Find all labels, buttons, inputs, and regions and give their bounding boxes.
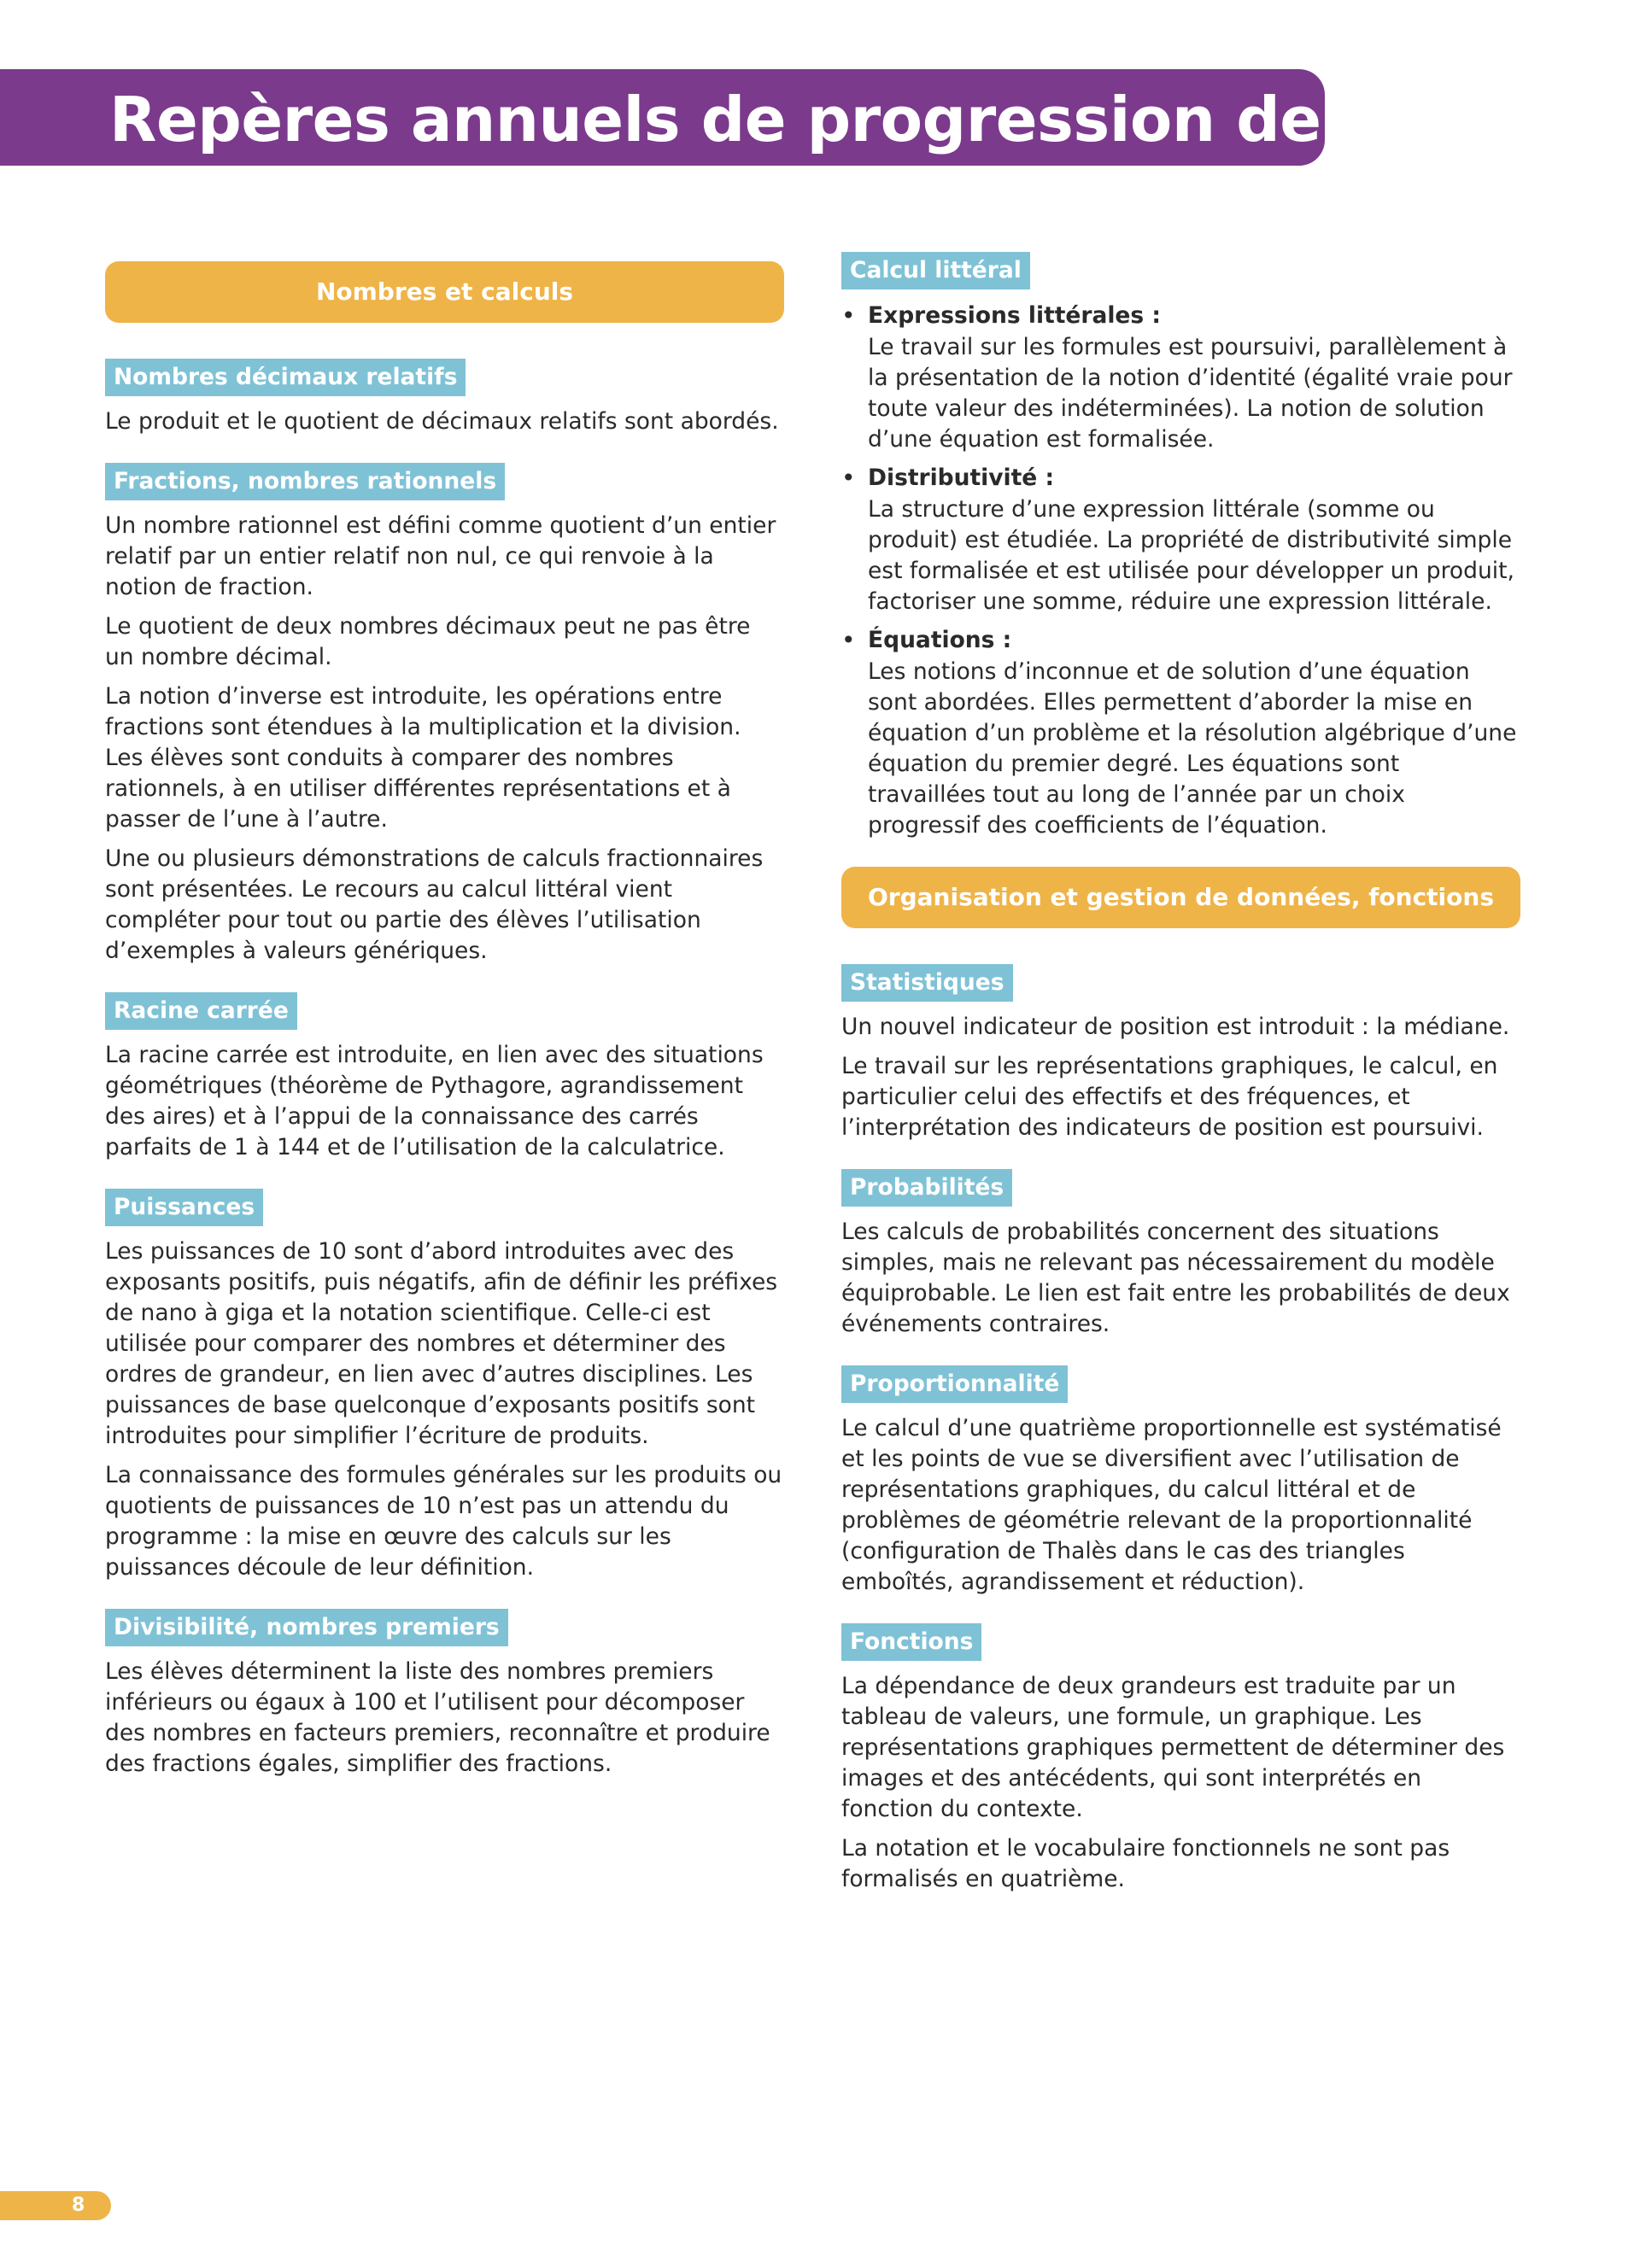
bullet-list (841, 300, 1520, 841)
section-probabilites (841, 1169, 1520, 1340)
paragraph: Le produit et le quotient de décimaux relatifs sont abordés. (105, 408, 779, 435)
paragraph: La notation et le vocabulaire fonctionnels ne sont pas formalisés en quatrième. (841, 1835, 1450, 1892)
section-divisibilite (105, 1609, 784, 1780)
right-column (841, 252, 1520, 1920)
paragraph: Un nombre rationnel est défini comme quotient d’un entier relatif par un entier relatif non nul, ce qui renvoie à la notion de fraction. (105, 512, 776, 600)
section-label: Calcul littéral (841, 252, 1030, 289)
paragraph: La notion d’inverse est introduite, les opérations entre fractions sont étendues à la multiplication et la division. Les élèves sont conduits à comparer des nombres rationnels, à en utiliser différentes représentations et à passer de l’une à l’autre. (105, 683, 741, 833)
paragraph: Les élèves déterminent la liste des nombres premiers inférieurs ou égaux à 100 et l’utilisent pour décomposer des nombres en facteurs premiers, reconnaître et produire des fractions égales, simplifier des fractions. (105, 1658, 770, 1777)
page-number: 8 (72, 2195, 85, 2216)
page-number-tab (0, 2191, 111, 2220)
section-calcul-litteral (841, 252, 1520, 841)
bullet-text: Les notions d’inconnue et de solution d’une équation sont abordées. Elles permettent d’aborder la mise en équation d’un problème et la résolution algébrique d’une équation du premier degré. Les équations sont travaillées tout au long de l’année par un choix progressif des coefficients de l’équation. (868, 658, 1517, 839)
section-statistiques (841, 964, 1520, 1143)
paragraph: Une ou plusieurs démonstrations de calculs fractionnaires sont présentées. Le recours au calcul littéral vient compléter pour tout ou partie des élèves l’utilisation d’exemples à valeurs génériques. (105, 845, 764, 964)
section-puissances (105, 1189, 784, 1583)
section-label: Proportionnalité (841, 1365, 1068, 1403)
bullet-item (841, 300, 1520, 455)
section-proportionnalite (841, 1365, 1520, 1598)
bullet-text: Le travail sur les formules est poursuivi, parallèlement à la présentation de la notion d’identité (égalité vraie pour toute valeur des indéterminées). La notion de solution d’une équation est formalisée. (868, 334, 1513, 453)
paragraph: Le travail sur les représentations graphiques, le calcul, en particulier celui des effectifs et des fréquences, et l’interprétation des indicateurs de position est poursuivi. (841, 1053, 1498, 1141)
paragraph: La dépendance de deux grandeurs est traduite par un tableau de valeurs, une formule, un graphique. Les représentations graphiques permettent de déterminer des images et des antécédents, qui sont interprétés en fonction du contexte. (841, 1673, 1505, 1822)
section-label: Puissances (105, 1189, 263, 1226)
theme-bar-numbers: Nombres et calculs (105, 261, 784, 323)
page-title: Repères annuels de progression de 4e (109, 84, 1408, 155)
theme-bar-data-functions: Organisation et gestion de données, fonctions (841, 867, 1520, 928)
section-label: Fonctions (841, 1623, 981, 1661)
bullet-title: • Distributivité : (868, 465, 1055, 491)
section-decimaux (105, 359, 784, 437)
bullet-text: La structure d’une expression littérale (somme ou produit) est étudiée. La propriété de distributivité simple est formalisée et est utilisée pour développer un produit, factoriser une somme, réduire une expression littérale. (868, 496, 1514, 615)
title-superscript: e (1384, 85, 1408, 124)
bullet-title: • Expressions littérales : (868, 302, 1161, 329)
paragraph: La racine carrée est introduite, en lien avec des situations géométriques (théorème de Pythagore, agrandissement des aires) et à l’appui de la connaissance des carrés parfaits de 1 à 144 et de l’utilisation de la calculatrice. (105, 1042, 764, 1160)
section-label: Fractions, nombres rationnels (105, 463, 505, 500)
section-label: Probabilités (841, 1169, 1012, 1207)
section-label: Divisibilité, nombres premiers (105, 1609, 508, 1646)
section-label: Statistiques (841, 964, 1013, 1002)
paragraph: Le calcul d’une quatrième proportionnelle est systématisé et les points de vue se diversifient avec l’utilisation de représentations graphiques, du calcul littéral et de problèmes de géométrie relevant de la proportionnalité (configuration de Thalès dans le cas des triangles emboîtés, agrandissement et réduction). (841, 1415, 1502, 1595)
bullet-title: • Équations : (868, 627, 1012, 653)
section-fractions (105, 463, 784, 967)
bullet-item (841, 624, 1520, 841)
paragraph: Les calculs de probabilités concernent des situations simples, mais ne relevant pas nécessairement du modèle équiprobable. Le lien est fait entre les probabilités de deux événements contraires. (841, 1219, 1510, 1337)
section-label: Nombres décimaux relatifs (105, 359, 466, 396)
left-column (105, 261, 784, 1805)
paragraph: Un nouvel indicateur de position est introduit : la médiane. (841, 1014, 1510, 1040)
section-label: Racine carrée (105, 992, 297, 1030)
section-fonctions (841, 1623, 1520, 1895)
paragraph: Les puissances de 10 sont d’abord introduites avec des exposants positifs, puis négatifs, afin de définir les préfixes de nano à giga et la notation scientifique. Celle-ci est utilisée pour comparer des nombres et déterminer des ordres de grandeur, en lien avec d’autres disciplines. Les puissances de base quelconque d’exposants positifs sont introduites pour simplifier l’écriture de produits. (105, 1238, 778, 1449)
paragraph: La connaissance des formules générales sur les produits ou quotients de puissances de 10 n’est pas un attendu du programme : la mise en œuvre des calculs sur les puissances découle de leur définition. (105, 1462, 782, 1581)
bullet-item (841, 462, 1520, 617)
section-racine (105, 992, 784, 1163)
paragraph: Le quotient de deux nombres décimaux peut ne pas être un nombre décimal. (105, 613, 751, 670)
